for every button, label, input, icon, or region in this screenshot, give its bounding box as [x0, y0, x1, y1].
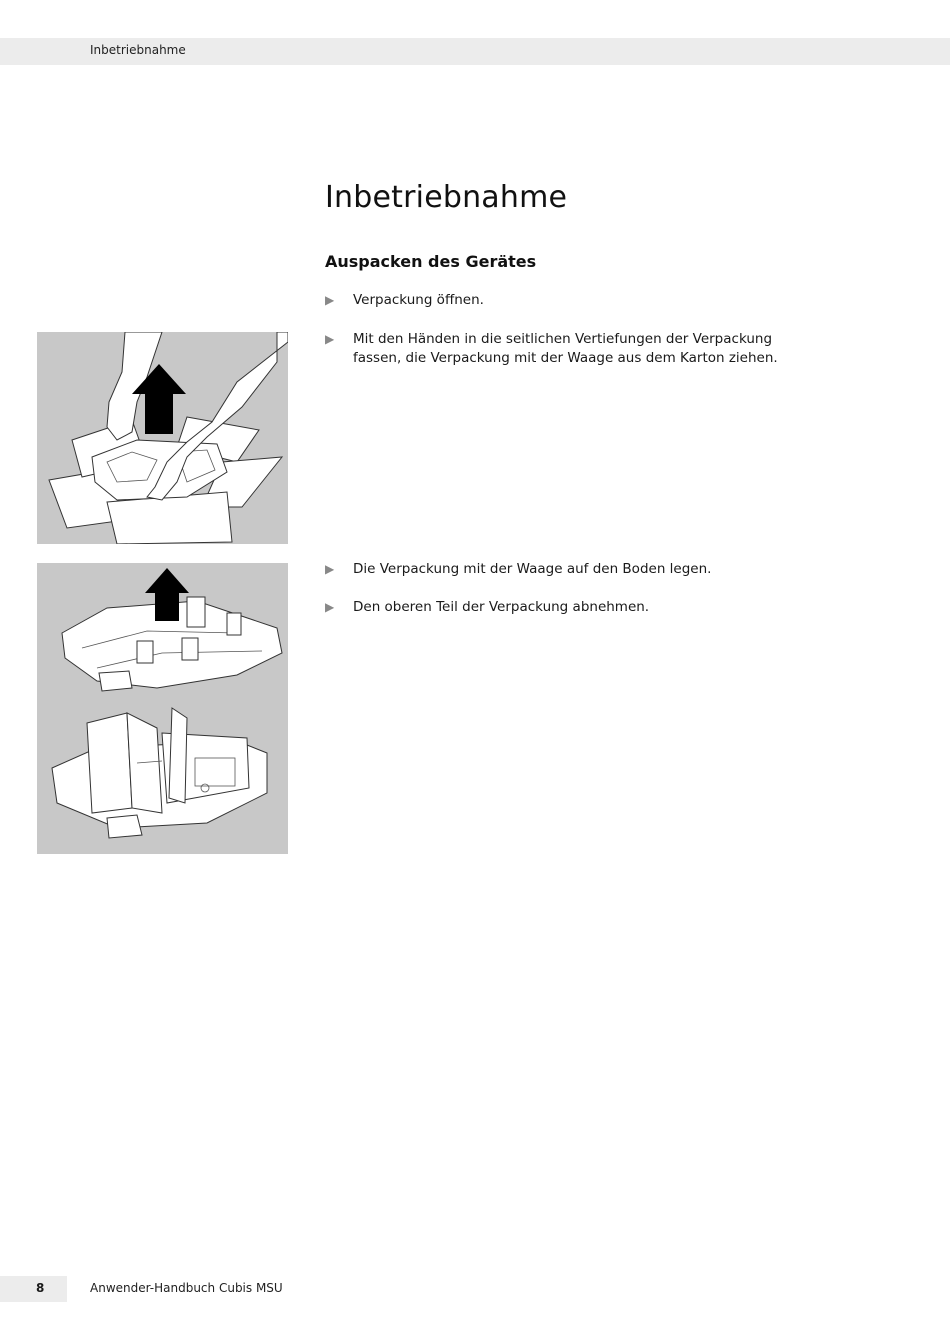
- packaging-removal-illustration: [37, 563, 288, 854]
- triangle-bullet-icon: ▶: [325, 293, 335, 307]
- triangle-bullet-icon: ▶: [325, 562, 335, 576]
- section-title: Auspacken des Gerätes: [325, 252, 537, 271]
- step-4-text: Den oberen Teil der Verpackung abnehmen.: [353, 599, 650, 615]
- page-title: Inbetriebnahme: [325, 180, 568, 215]
- step-4: [325, 598, 825, 617]
- triangle-bullet-icon: ▶: [325, 600, 335, 614]
- page-number-box: [0, 1276, 67, 1302]
- running-header: Inbetriebnahme: [90, 43, 186, 57]
- step-1: [325, 291, 825, 310]
- triangle-bullet-icon: ▶: [325, 332, 335, 346]
- page-number: 8: [36, 1281, 45, 1295]
- step-1-text: Verpackung öffnen.: [353, 292, 484, 308]
- step-2: [325, 330, 815, 368]
- step-2-text: Mit den Händen in die seitlichen Vertiefungen der Verpackung fassen, die Verpackung mit der Waage aus dem Karton ziehen.: [353, 331, 778, 366]
- footer-document-title: Anwender-Handbuch Cubis MSU: [90, 1281, 283, 1295]
- step-3: [325, 560, 825, 579]
- unboxing-illustration: [37, 332, 288, 544]
- step-3-text: Die Verpackung mit der Waage auf den Boden legen.: [353, 561, 712, 577]
